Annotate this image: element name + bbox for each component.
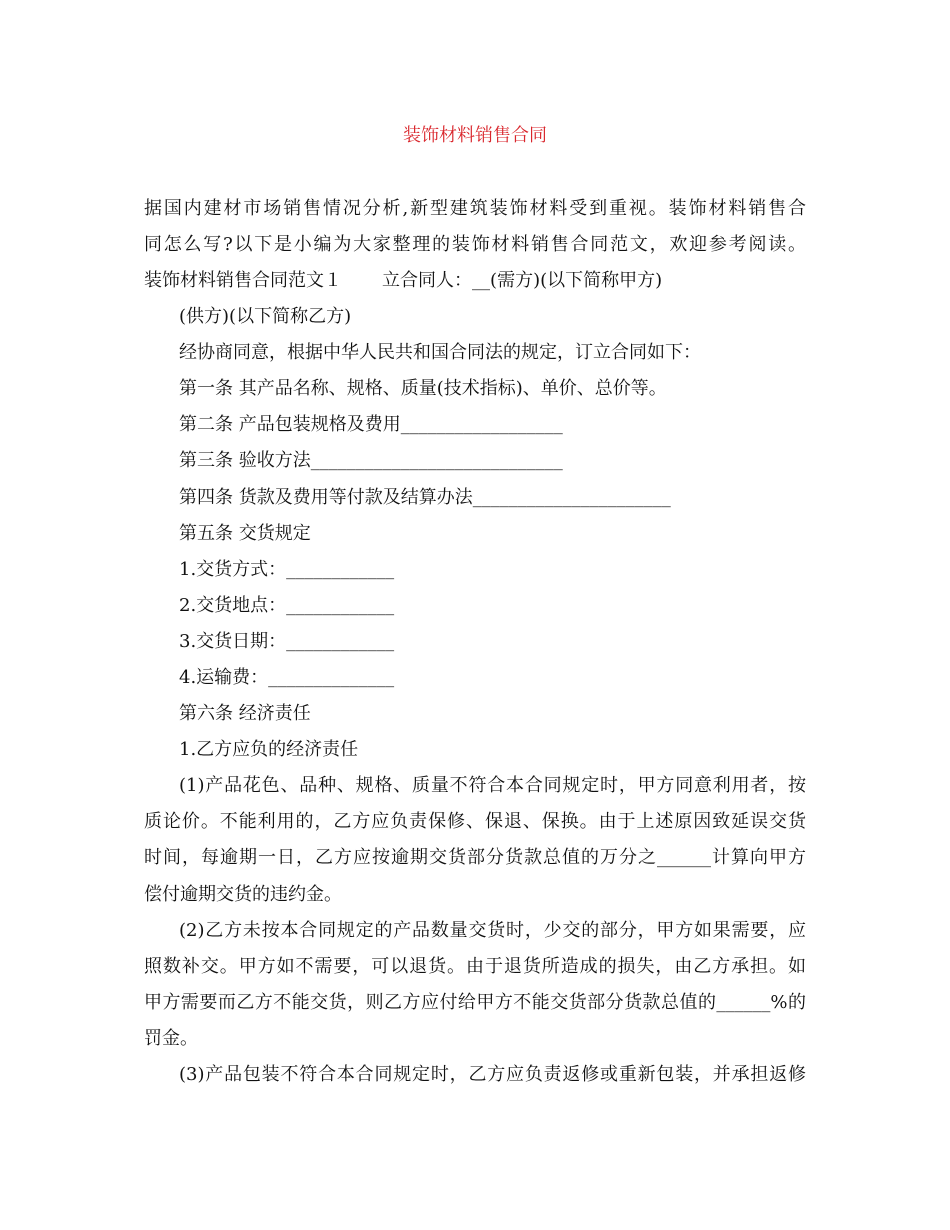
paragraph-line: (1)产品花色、品种、规格、质量不符合本合同规定时，甲方同意利用者，按 — [179, 775, 806, 796]
clause-line: 第一条 其产品名称、规格、质量(技术指标)、单价、总价等。 — [179, 378, 667, 399]
clause-line: 第五条 交货规定 — [179, 523, 311, 544]
paragraph-line: 经协商同意，根据中华人民共和国合同法的规定，订立合同如下： — [179, 342, 701, 363]
clause-line: 第二条 产品包装规格及费用__________________ — [179, 414, 563, 435]
list-item: 3.交货日期：____________ — [179, 631, 395, 652]
paragraph-line: (供方)(以下简称乙方) — [179, 306, 352, 327]
paragraph-line: 罚金。 — [144, 1028, 198, 1049]
clause-line: 第六条 经济责任 — [179, 703, 311, 724]
paragraph-line: 时间，每逾期一日，乙方应按逾期交货部分货款总值的万分之______计算向甲方 — [144, 847, 806, 868]
paragraph-line: 甲方需要而乙方不能交货，则乙方应付给甲方不能交货部分货款总值的______%的 — [144, 992, 806, 1013]
document-title: 装饰材料销售合同 — [403, 125, 547, 146]
paragraph-line: 质论价。不能利用的，乙方应负责保修、保退、保换。由于上述原因致延误交货 — [144, 811, 806, 832]
paragraph-line: 偿付逾期交货的违约金。 — [144, 884, 342, 905]
list-item: 1.交货方式：____________ — [179, 559, 395, 580]
list-item: 2.交货地点：____________ — [179, 595, 395, 616]
paragraph-line: 装饰材料销售合同范文１ 立合同人：__(需方)(以下简称甲方) — [144, 270, 663, 291]
paragraph-line: 据国内建材市场销售情况分析,新型建筑装饰材料受到重视。装饰材料销售合 — [144, 198, 806, 219]
paragraph-line: (2)乙方未按本合同规定的产品数量交货时，少交的部分，甲方如果需要，应 — [179, 920, 806, 941]
paragraph-line: 照数补交。甲方如不需要，可以退货。由于退货所造成的损失，由乙方承担。如 — [144, 956, 806, 977]
paragraph-line: (3)产品包装不符合本合同规定时，乙方应负责返修或重新包装，并承担返修 — [179, 1064, 806, 1085]
list-item: 4.运输费：______________ — [179, 667, 395, 688]
clause-line: 第四条 货款及费用等付款及结算办法______________________ — [179, 487, 671, 508]
paragraph-line: 同怎么写?以下是小编为大家整理的装饰材料销售合同范文，欢迎参考阅读。 — [144, 234, 806, 255]
clause-line: 第三条 验收方法____________________________ — [179, 450, 563, 471]
list-item: 1.乙方应负的经济责任 — [179, 739, 359, 760]
